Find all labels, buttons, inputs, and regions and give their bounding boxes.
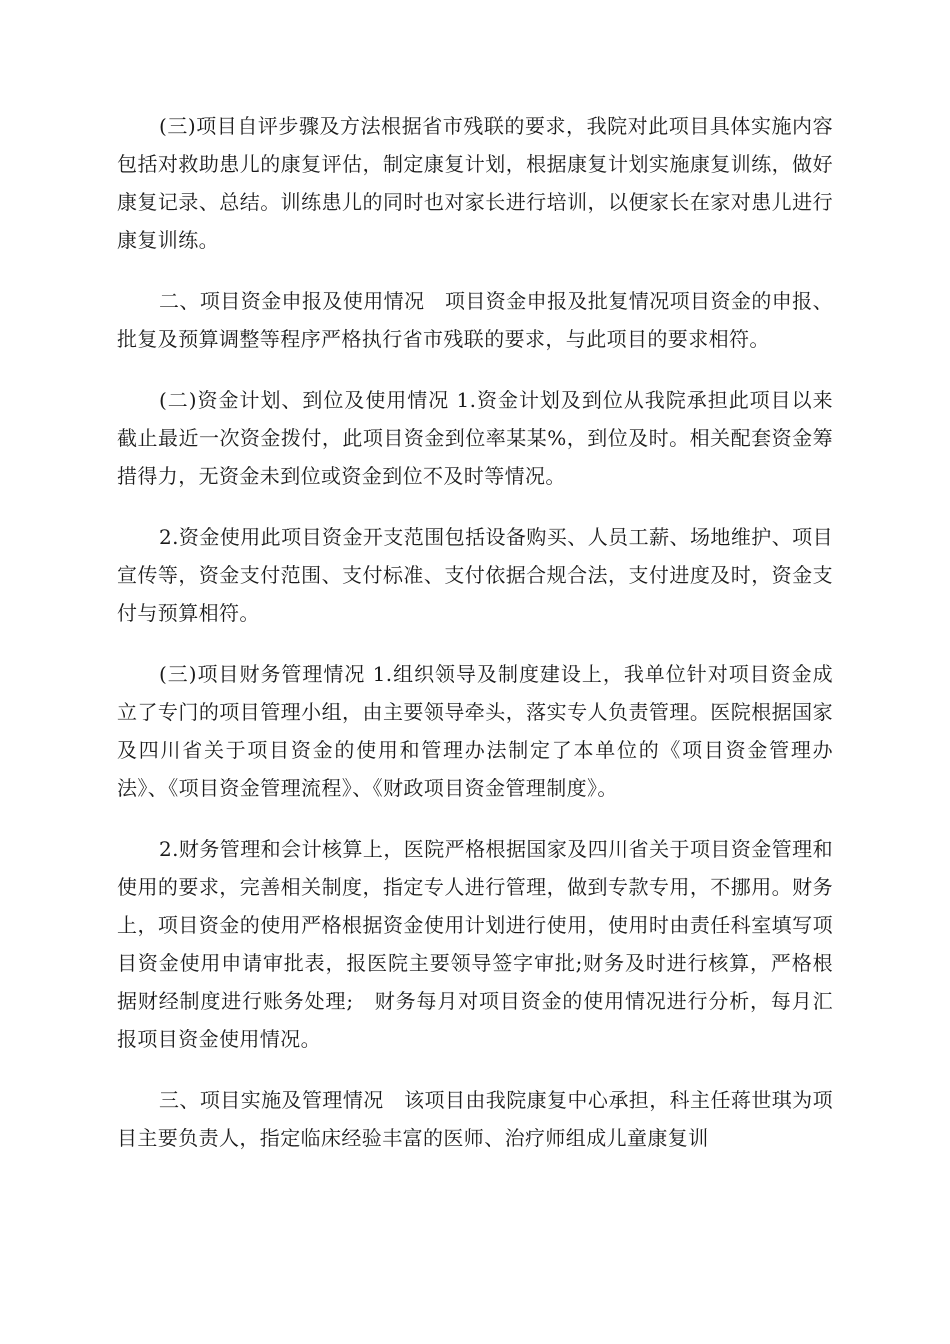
paragraph-accounting: 2.财务管理和会计核算上，医院严格根据国家及四川省关于项目资金管理和使用的要求，完善相关制度，指定专人进行管理，做到专款专用，不挪用。财务上，项目资金的使用严格根据资金使用计划进行使用，使用时由责任科室填写项目资金使用申请审批表，报医院主要领导签字审批;财务及时进行核算，严格根据财经制度进行账务处理; 财务每月对项目资金的使用情况进行分析，每月汇报项目资金使用情况。 <box>117 837 833 1051</box>
document-body <box>117 107 833 1180</box>
paragraph-funding-section: 二、项目资金申报及使用情况 项目资金申报及批复情况项目资金的申报、批复及预算调整等程序严格执行省市残联的要求，与此项目的要求相符。 <box>117 289 833 351</box>
paragraph-fund-plan: (二)资金计划、到位及使用情况 1.资金计划及到位从我院承担此项目以来截止最近一次资金拨付，此项目资金到位率某某%，到位及时。相关配套资金筹措得力，无资金未到位或资金到位不及时等情况。 <box>117 388 833 488</box>
paragraph-implementation: 三、项目实施及管理情况 该项目由我院康复中心承担，科主任蒋世琪为项目主要负责人，指定临床经验丰富的医师、治疗师组成儿童康复训 <box>117 1088 833 1150</box>
paragraph-self-evaluation: (三)项目自评步骤及方法根据省市残联的要求，我院对此项目具体实施内容包括对救助患儿的康复评估，制定康复计划，根据康复计划实施康复训练，做好康复记录、总结。训练患儿的同时也对家长进行培训，以便家长在家对患儿进行康复训练。 <box>117 114 833 252</box>
paragraph-fund-usage: 2.资金使用此项目资金开支范围包括设备购买、人员工薪、场地维护、项目宣传等，资金支付范围、支付标准、支付依据合规合法，支付进度及时，资金支付与预算相符。 <box>117 525 833 625</box>
paragraph-financial-management: (三)项目财务管理情况 1.组织领导及制度建设上，我单位针对项目资金成立了专门的项目管理小组，由主要领导牵头，落实专人负责管理。医院根据国家及四川省关于项目资金的使用和管理办法制定了本单位的《项目资金管理办法》、《项目资金管理流程》、《财政项目资金管理制度》。 <box>117 662 833 800</box>
